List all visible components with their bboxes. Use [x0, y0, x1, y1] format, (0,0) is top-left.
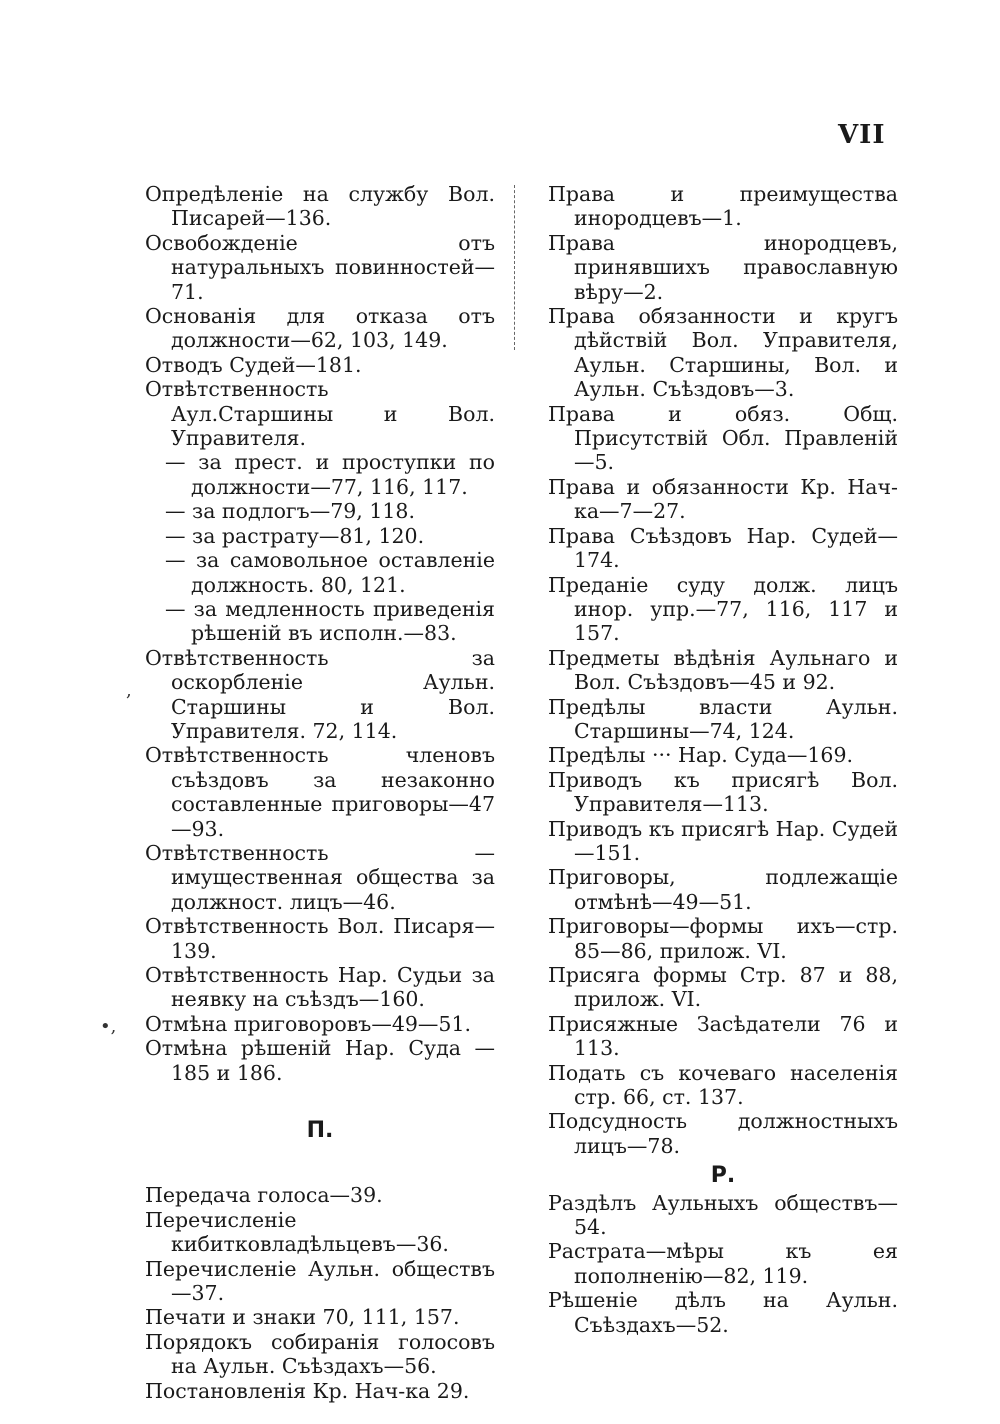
index-entry: Права обязанности и кругъ дѣйствій Вол. Управителя, Аульн. Старшины, Вол. и Аульн. Съѣздовъ—3. — [548, 304, 898, 402]
index-entry: Приговоры—формы ихъ—стр. 85—86, прилож. VI. — [548, 914, 898, 963]
index-entry: Постановленія Кр. Нач-ка 29. — [145, 1378, 470, 1403]
index-entry: Предѣлы ··· Нар. Суда—169. — [548, 743, 854, 768]
index-entry: Отмѣна приговоровъ—49—51. — [145, 1011, 472, 1036]
index-entry: Отводъ Судей—181. — [145, 352, 362, 377]
index-entry: Подсудность должностныхъ лицъ—78. — [548, 1109, 898, 1158]
index-entry: Права инородцевъ, принявшихъ православную вѣру—2. — [548, 230, 898, 304]
index-entry: Приводъ къ присягѣ Нар. Судей—151. — [548, 816, 899, 865]
index-entry: Отвѣтственность за оскорбленіе Аульн. Старшины и Вол. Управителя. 72, 114. — [145, 645, 495, 743]
index-entry: Права и обязанности Кр. Нач-ка—7—27. — [548, 474, 898, 524]
index-entry: Рѣшеніе дѣлъ на Аульн. Съѣздахъ—52. — [548, 1288, 898, 1337]
left-column — [145, 182, 495, 1403]
index-entry: Порядокъ собиранія голосовъ на Аульн. Съѣздахъ—56. — [145, 1329, 495, 1379]
index-subentry: — за медленность приведенія рѣшеній въ исполн.—83. — [165, 596, 495, 646]
column-divider — [514, 185, 515, 350]
index-entry: Растрата—мѣры къ ея пополненію—82, 119. — [548, 1239, 898, 1288]
index-entry: Подать съ кочеваго населенія стр. 66, ст. 137. — [548, 1060, 898, 1110]
right-column — [548, 182, 898, 1337]
index-entry: Перечисленіе Аульн. обществъ—37. — [145, 1256, 495, 1306]
index-subentry: — за самовольное оставленіе должность. 80, 121. — [165, 548, 495, 597]
index-subentry: — за подлогъ—79, 118. — [165, 499, 415, 524]
index-entry: Опредѣленіе на службу Вол. Писарей—136. — [145, 182, 495, 231]
index-entry: Отвѣтственность членовъ съѣздовъ за незаконно составленные приговоры—47—93. — [145, 743, 495, 841]
index-entry: Отмѣна рѣшеній Нар. Суда —185 и 186. — [145, 1036, 495, 1085]
index-entry: Присяжные Засѣдатели 76 и 113. — [548, 1011, 898, 1061]
index-entry: Преданіе суду долж. лицъ инор. упр.—77, 116, 117 и 157. — [548, 572, 898, 646]
index-entry: Основанія для отказа отъ должности—62, 103, 149. — [145, 304, 495, 353]
index-entry: Права и обяз. Общ. Присутствій Обл. Правленій—5. — [548, 401, 898, 475]
page-number: VII — [838, 120, 886, 150]
index-entry: Приводъ къ присягѣ Вол. Управителя—113. — [548, 767, 898, 817]
index-subentry: — за прест. и проступки по должности—77, 116, 117. — [165, 450, 495, 499]
index-entry: Права и преимущества инородцевъ—1. — [548, 182, 898, 231]
index-entry: Отвѣтственность Вол. Писаря—139. — [145, 914, 495, 963]
index-entry: Отвѣтственность —имущественная общества за должност. лицъ—46. — [145, 840, 495, 914]
index-entry: Приговоры, подлежащіе отмѣнѣ—49—51. — [548, 865, 898, 914]
index-entry: Права Съѣздовъ Нар. Судей—174. — [548, 523, 898, 573]
index-entry: Отвѣтственность Нар. Судьи за неявку на съѣздъ—160. — [145, 963, 495, 1012]
index-entry: Отвѣтственность Аул.Старшины и Вол. Управителя. — [145, 377, 495, 451]
index-entry: Печати и знаки 70, 111, 157. — [145, 1305, 460, 1330]
index-entry: Предѣлы власти Аульн. Старшины—74, 124. — [548, 694, 898, 743]
index-subentry: — за растрату—81, 120. — [165, 523, 425, 548]
index-entry: Передача голоса—39. — [145, 1183, 383, 1208]
index-entry: Раздѣлъ Аульныхъ обществъ—54. — [548, 1190, 898, 1240]
section-letter-r: Р. — [710, 1163, 736, 1189]
index-entry: Перечисленіе кибитковладѣльцевъ—36. — [145, 1207, 449, 1257]
margin-mark: , — [126, 680, 132, 701]
index-entry: Предметы вѣдѣнія Аульнаго и Вол. Съѣздовъ—45 и 92. — [548, 645, 898, 695]
section-letter-p: П. — [306, 1118, 334, 1144]
index-entry: Освобожденіе отъ натуральныхъ повинностей—71. — [145, 230, 495, 304]
margin-mark: •, — [100, 1016, 117, 1037]
index-entry: Присяга формы Стр. 87 и 88, прилож. VI. — [548, 963, 898, 1012]
